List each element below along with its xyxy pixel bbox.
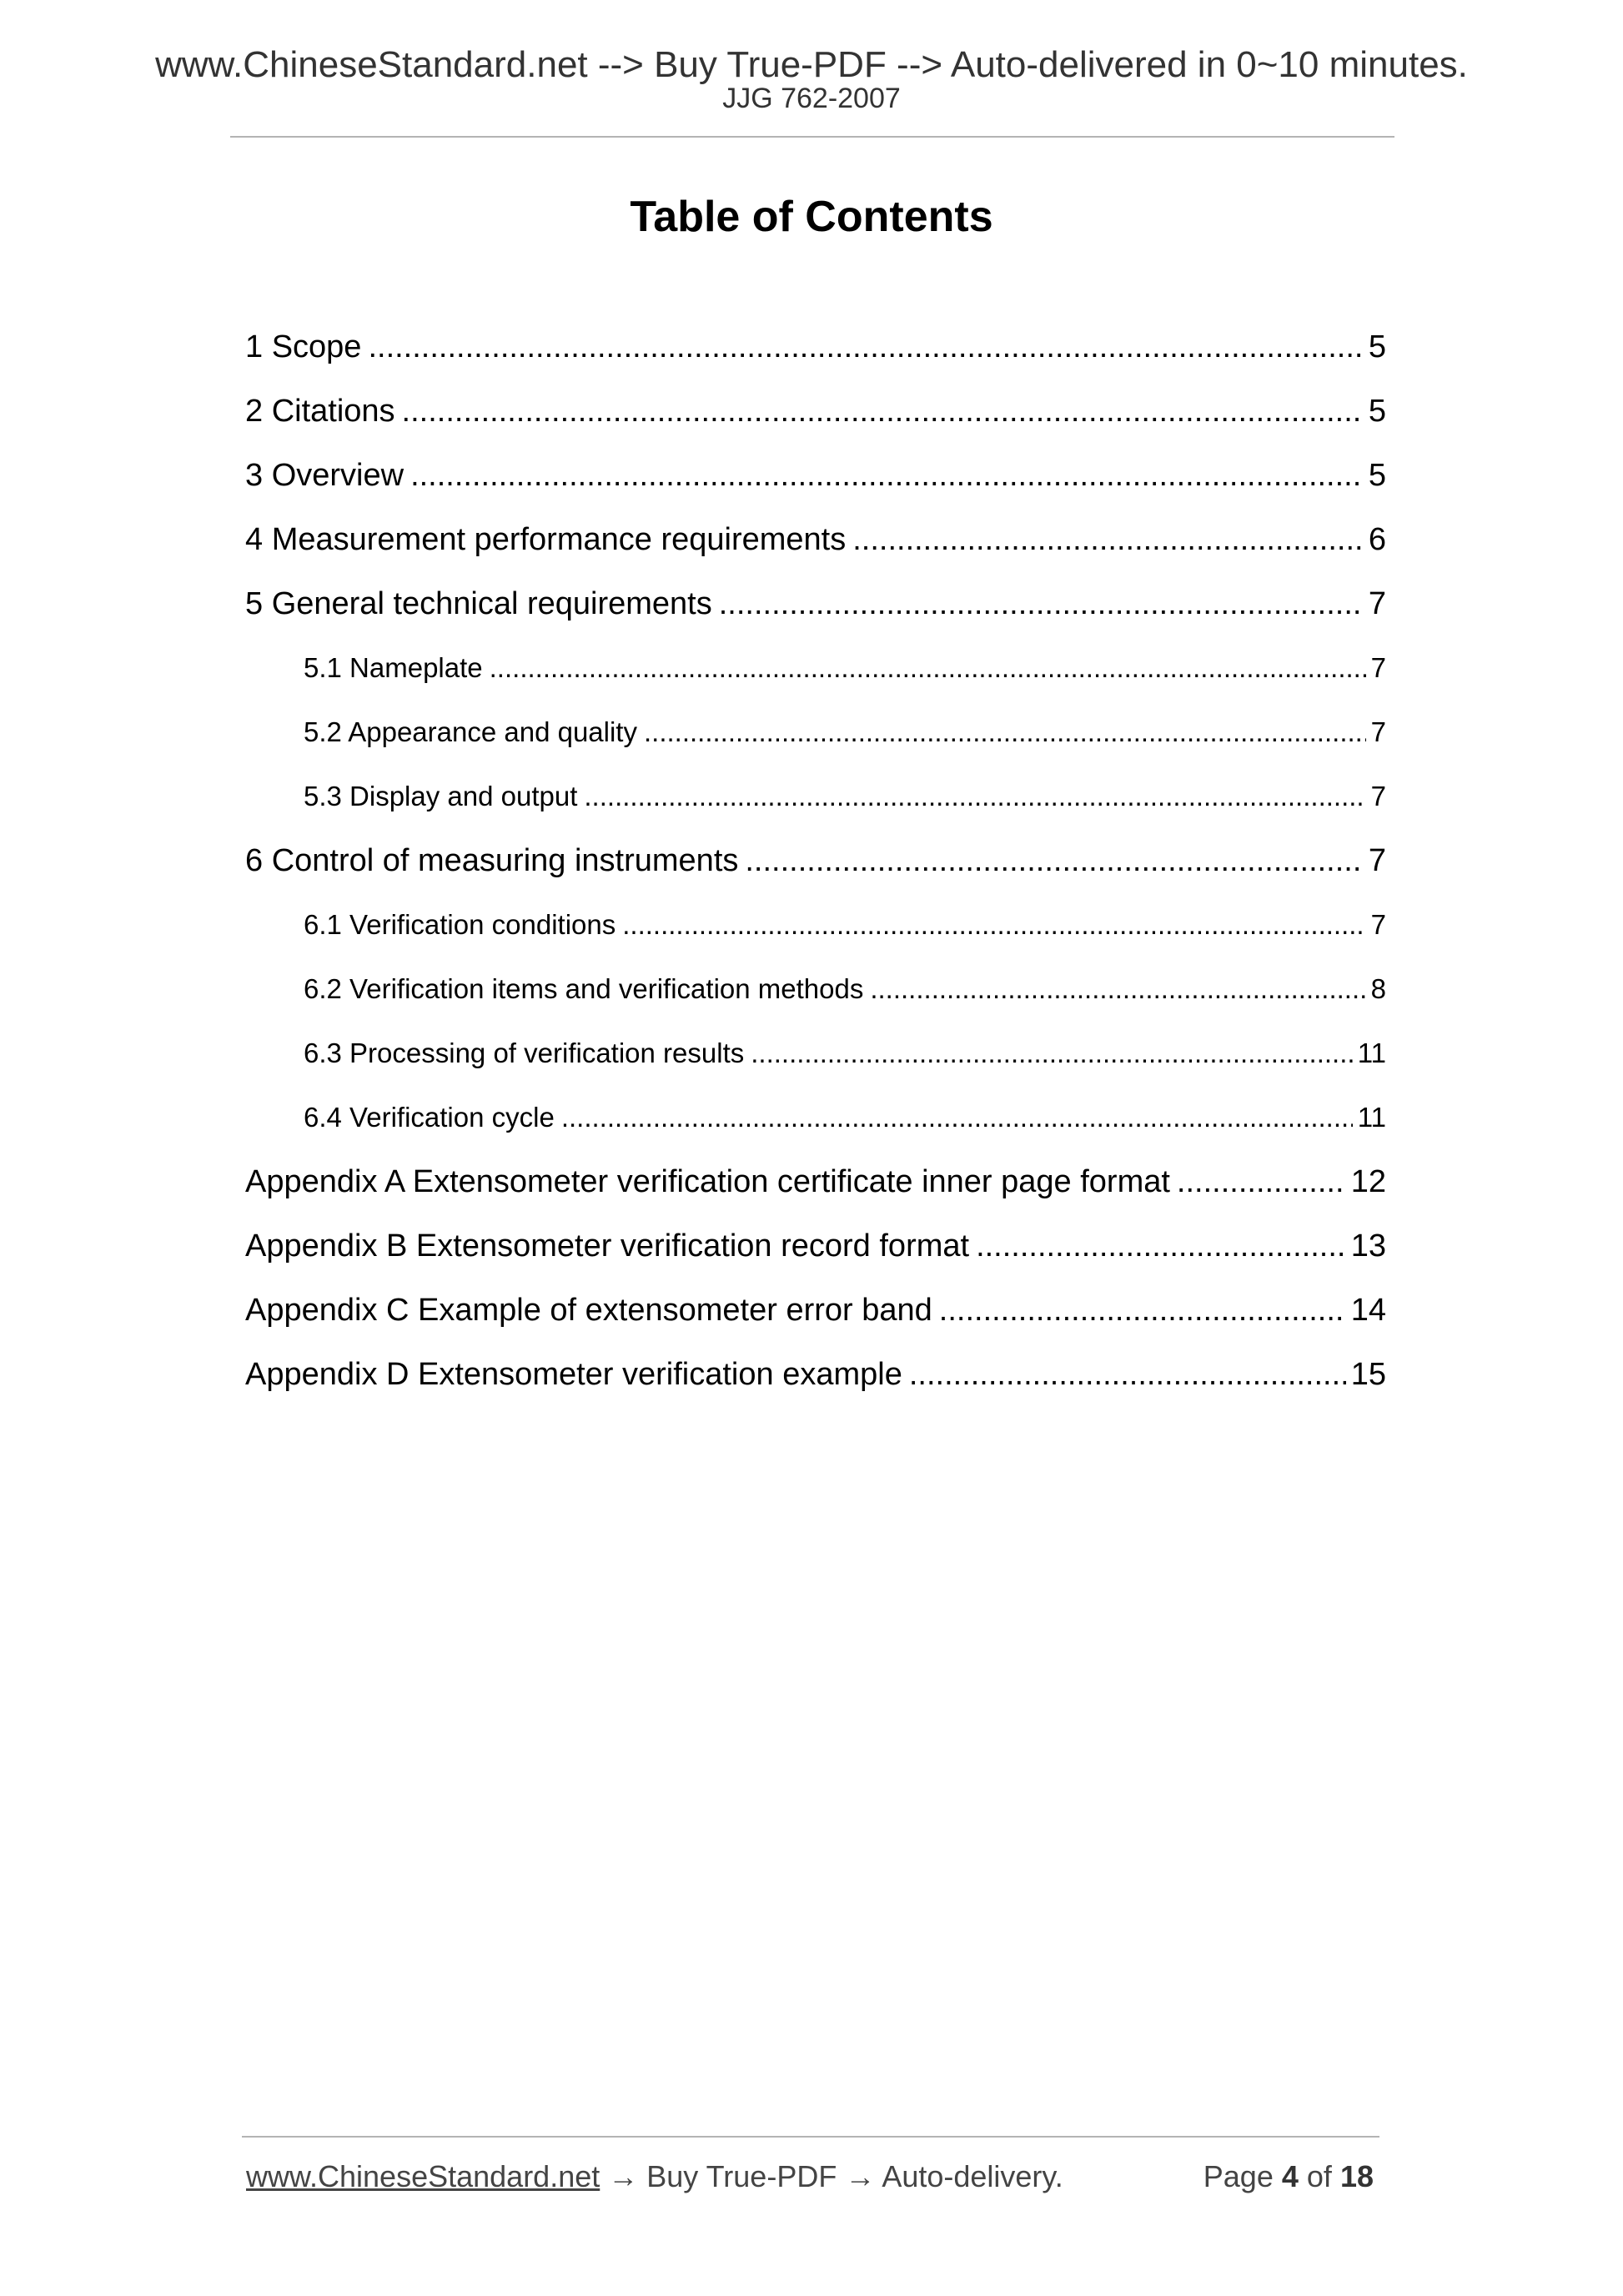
page-number: 4 [1281, 2159, 1299, 2193]
toc-entry-title: 5.2 Appearance and quality [304, 716, 637, 747]
toc-entry-title: 2 Citations [245, 394, 395, 429]
toc-entry-page: 7 [1370, 781, 1386, 811]
toc-entry-title: 1 Scope [245, 329, 362, 364]
toc-entry[interactable] [245, 1015, 1386, 1079]
toc-dot-leader [410, 450, 1364, 501]
toc-entry[interactable] [245, 373, 1386, 437]
document-code: JJG 762-2007 [722, 83, 901, 114]
header-divider [230, 136, 1394, 138]
toc-entry-page: 7 [1368, 586, 1386, 621]
toc-dot-leader [644, 706, 1366, 758]
site-banner: www.ChineseStandard.net --> Buy True-PDF --> Auto-delivered in 0~10 minutes. [155, 44, 1468, 85]
toc-entry-title: 6.3 Processing of verification results [304, 1037, 745, 1068]
toc-dot-leader [368, 321, 1363, 373]
toc-entry[interactable] [245, 822, 1386, 887]
toc-dot-leader [751, 1027, 1352, 1079]
toc-entry-title: 6.2 Verification items and verification methods [304, 973, 864, 1004]
toc-entry-page: 7 [1370, 909, 1386, 940]
page-indicator [1203, 2157, 1374, 2197]
toc-dot-leader [976, 1220, 1346, 1272]
toc-entry[interactable] [245, 1079, 1386, 1143]
page-title: Table of Contents [630, 193, 993, 241]
toc-entry[interactable] [245, 758, 1386, 822]
toc-entry-title: Appendix B Extensometer verification record format [245, 1228, 970, 1264]
toc-entry-page: 12 [1350, 1164, 1386, 1199]
toc-entry-title: Appendix A Extensometer verification certificate inner page format [245, 1164, 1170, 1199]
toc-entry-page: 11 [1357, 1102, 1386, 1133]
toc-entry[interactable] [245, 309, 1386, 373]
toc-entry[interactable] [245, 437, 1386, 501]
toc-entry[interactable] [245, 887, 1386, 951]
toc-entry-page: 15 [1350, 1357, 1386, 1392]
toc-entry[interactable] [245, 1143, 1386, 1208]
toc-dot-leader [745, 835, 1363, 887]
footer-tagline: → Buy True-PDF → Auto-delivery. [600, 2159, 1063, 2193]
toc-entry-title: Appendix C Example of extensometer error band [245, 1293, 932, 1328]
toc-entry[interactable] [245, 694, 1386, 758]
toc-dot-leader [622, 899, 1365, 951]
toc-entry[interactable] [245, 951, 1386, 1015]
page-label: Page [1203, 2159, 1274, 2193]
toc-entry-page: 7 [1370, 716, 1386, 747]
toc-dot-leader [1177, 1156, 1346, 1208]
toc-entry[interactable] [245, 501, 1386, 565]
toc-dot-leader [402, 385, 1364, 437]
toc-dot-leader [719, 578, 1364, 630]
toc-entry[interactable] [245, 630, 1386, 694]
toc-entry-title: 5.3 Display and output [304, 781, 578, 811]
toc-entry[interactable] [245, 565, 1386, 630]
table-of-contents [245, 309, 1386, 1400]
toc-entry-page: 7 [1370, 652, 1386, 683]
footer-site-link[interactable]: www.ChineseStandard.net [246, 2159, 600, 2193]
toc-entry-title: 5 General technical requirements [245, 586, 712, 621]
toc-dot-leader [939, 1284, 1346, 1336]
toc-entry-page: 5 [1368, 329, 1386, 364]
toc-dot-leader [584, 771, 1365, 822]
toc-entry-page: 13 [1350, 1228, 1386, 1264]
toc-entry-page: 6 [1368, 522, 1386, 557]
toc-dot-leader [870, 963, 1365, 1015]
toc-entry-page: 5 [1368, 394, 1386, 429]
toc-entry-page: 5 [1368, 458, 1386, 493]
toc-entry[interactable] [245, 1336, 1386, 1400]
toc-dot-leader [852, 514, 1364, 565]
toc-entry-page: 14 [1350, 1293, 1386, 1328]
toc-entry-title: 4 Measurement performance requirements [245, 522, 847, 557]
toc-dot-leader [909, 1349, 1346, 1400]
toc-entry-title: 6.4 Verification cycle [304, 1102, 555, 1133]
toc-entry-title: Appendix D Extensometer verification example [245, 1357, 902, 1392]
total-pages: 18 [1339, 2159, 1374, 2193]
toc-entry-title: 3 Overview [245, 458, 404, 493]
toc-entry-page: 11 [1357, 1037, 1386, 1068]
toc-dot-leader [561, 1092, 1353, 1143]
toc-entry-page: 8 [1370, 973, 1386, 1004]
footer-divider [242, 2136, 1379, 2138]
toc-entry-title: 5.1 Nameplate [304, 652, 483, 683]
of-label: of [1306, 2159, 1332, 2193]
toc-entry[interactable] [245, 1208, 1386, 1272]
toc-entry-title: 6 Control of measuring instruments [245, 843, 739, 878]
toc-entry-page: 7 [1368, 843, 1386, 878]
toc-entry[interactable] [245, 1272, 1386, 1336]
toc-entry-title: 6.1 Verification conditions [304, 909, 616, 940]
page-footer [246, 2157, 1374, 2197]
toc-dot-leader [490, 642, 1366, 694]
